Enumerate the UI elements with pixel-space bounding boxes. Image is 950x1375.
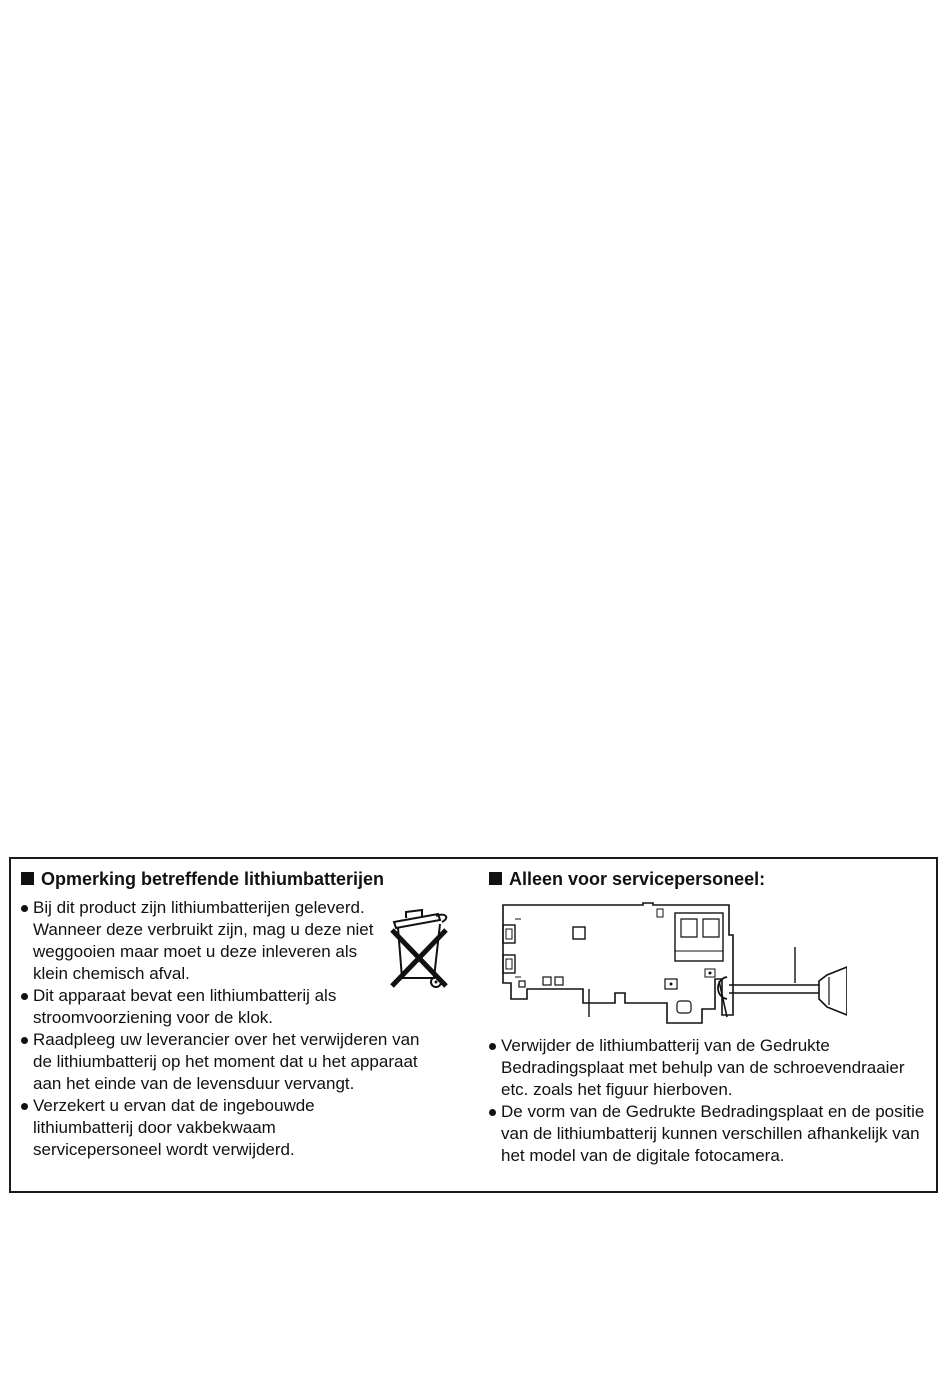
lithium-note-list (21, 897, 441, 1161)
list-item (21, 1029, 441, 1095)
list-item-text: De vorm van de Gedrukte Bedradingsplaat en de positie van de lithiumbatterij kunnen verschillen afhankelijk van het model van de digitale fotocamera. (501, 1102, 925, 1165)
service-heading (489, 868, 765, 890)
list-item-text: Dit apparaat bevat een lithiumbatterij als stroomvoorziening voor de klok. (33, 986, 337, 1027)
lithium-note-heading-text: Opmerking betreffende lithiumbatterijen (41, 869, 385, 889)
list-item (21, 1095, 378, 1161)
list-item-text: Verwijder de lithiumbatterij van de Gedrukte Bedradingsplaat met behulp van de schroevendraaier etc. zoals het figuur hierboven. (501, 1036, 905, 1099)
bullet-dot-icon (489, 1109, 496, 1116)
bullet-dot-icon (21, 993, 28, 1000)
black-square-icon (489, 872, 502, 885)
service-heading-text: Alleen voor servicepersoneel: (509, 869, 766, 889)
bullet-dot-icon (21, 1037, 28, 1044)
circuit-board-screwdriver-illustration (497, 897, 847, 1027)
service-list (489, 1035, 934, 1167)
bullet-dot-icon (21, 1103, 28, 1110)
list-item (21, 897, 393, 985)
list-item (489, 1035, 934, 1101)
bullet-dot-icon (489, 1043, 496, 1050)
bullet-dot-icon (21, 905, 28, 912)
list-item (489, 1101, 934, 1167)
lithium-note-heading (21, 868, 384, 890)
list-item (21, 985, 393, 1029)
list-item-text: Verzekert u ervan dat de ingebouwde lithiumbatterij door vakbekwaam servicepersoneel wordt verwijderd. (33, 1096, 315, 1159)
lithium-battery-notice-box (9, 857, 938, 1193)
black-square-icon (21, 872, 34, 885)
list-item-text: Raadpleeg uw leverancier over het verwijderen van de lithiumbatterij op het moment dat u het apparaat aan het einde van de levensduur vervangt. (33, 1030, 420, 1093)
list-item-text: Bij dit product zijn lithiumbatterijen geleverd. Wanneer deze verbruikt zijn, mag u deze niet weggooien maar moet u deze inleveren als klein chemisch afval. (33, 898, 374, 983)
crossed-out-wheelie-bin-icon (388, 906, 456, 994)
